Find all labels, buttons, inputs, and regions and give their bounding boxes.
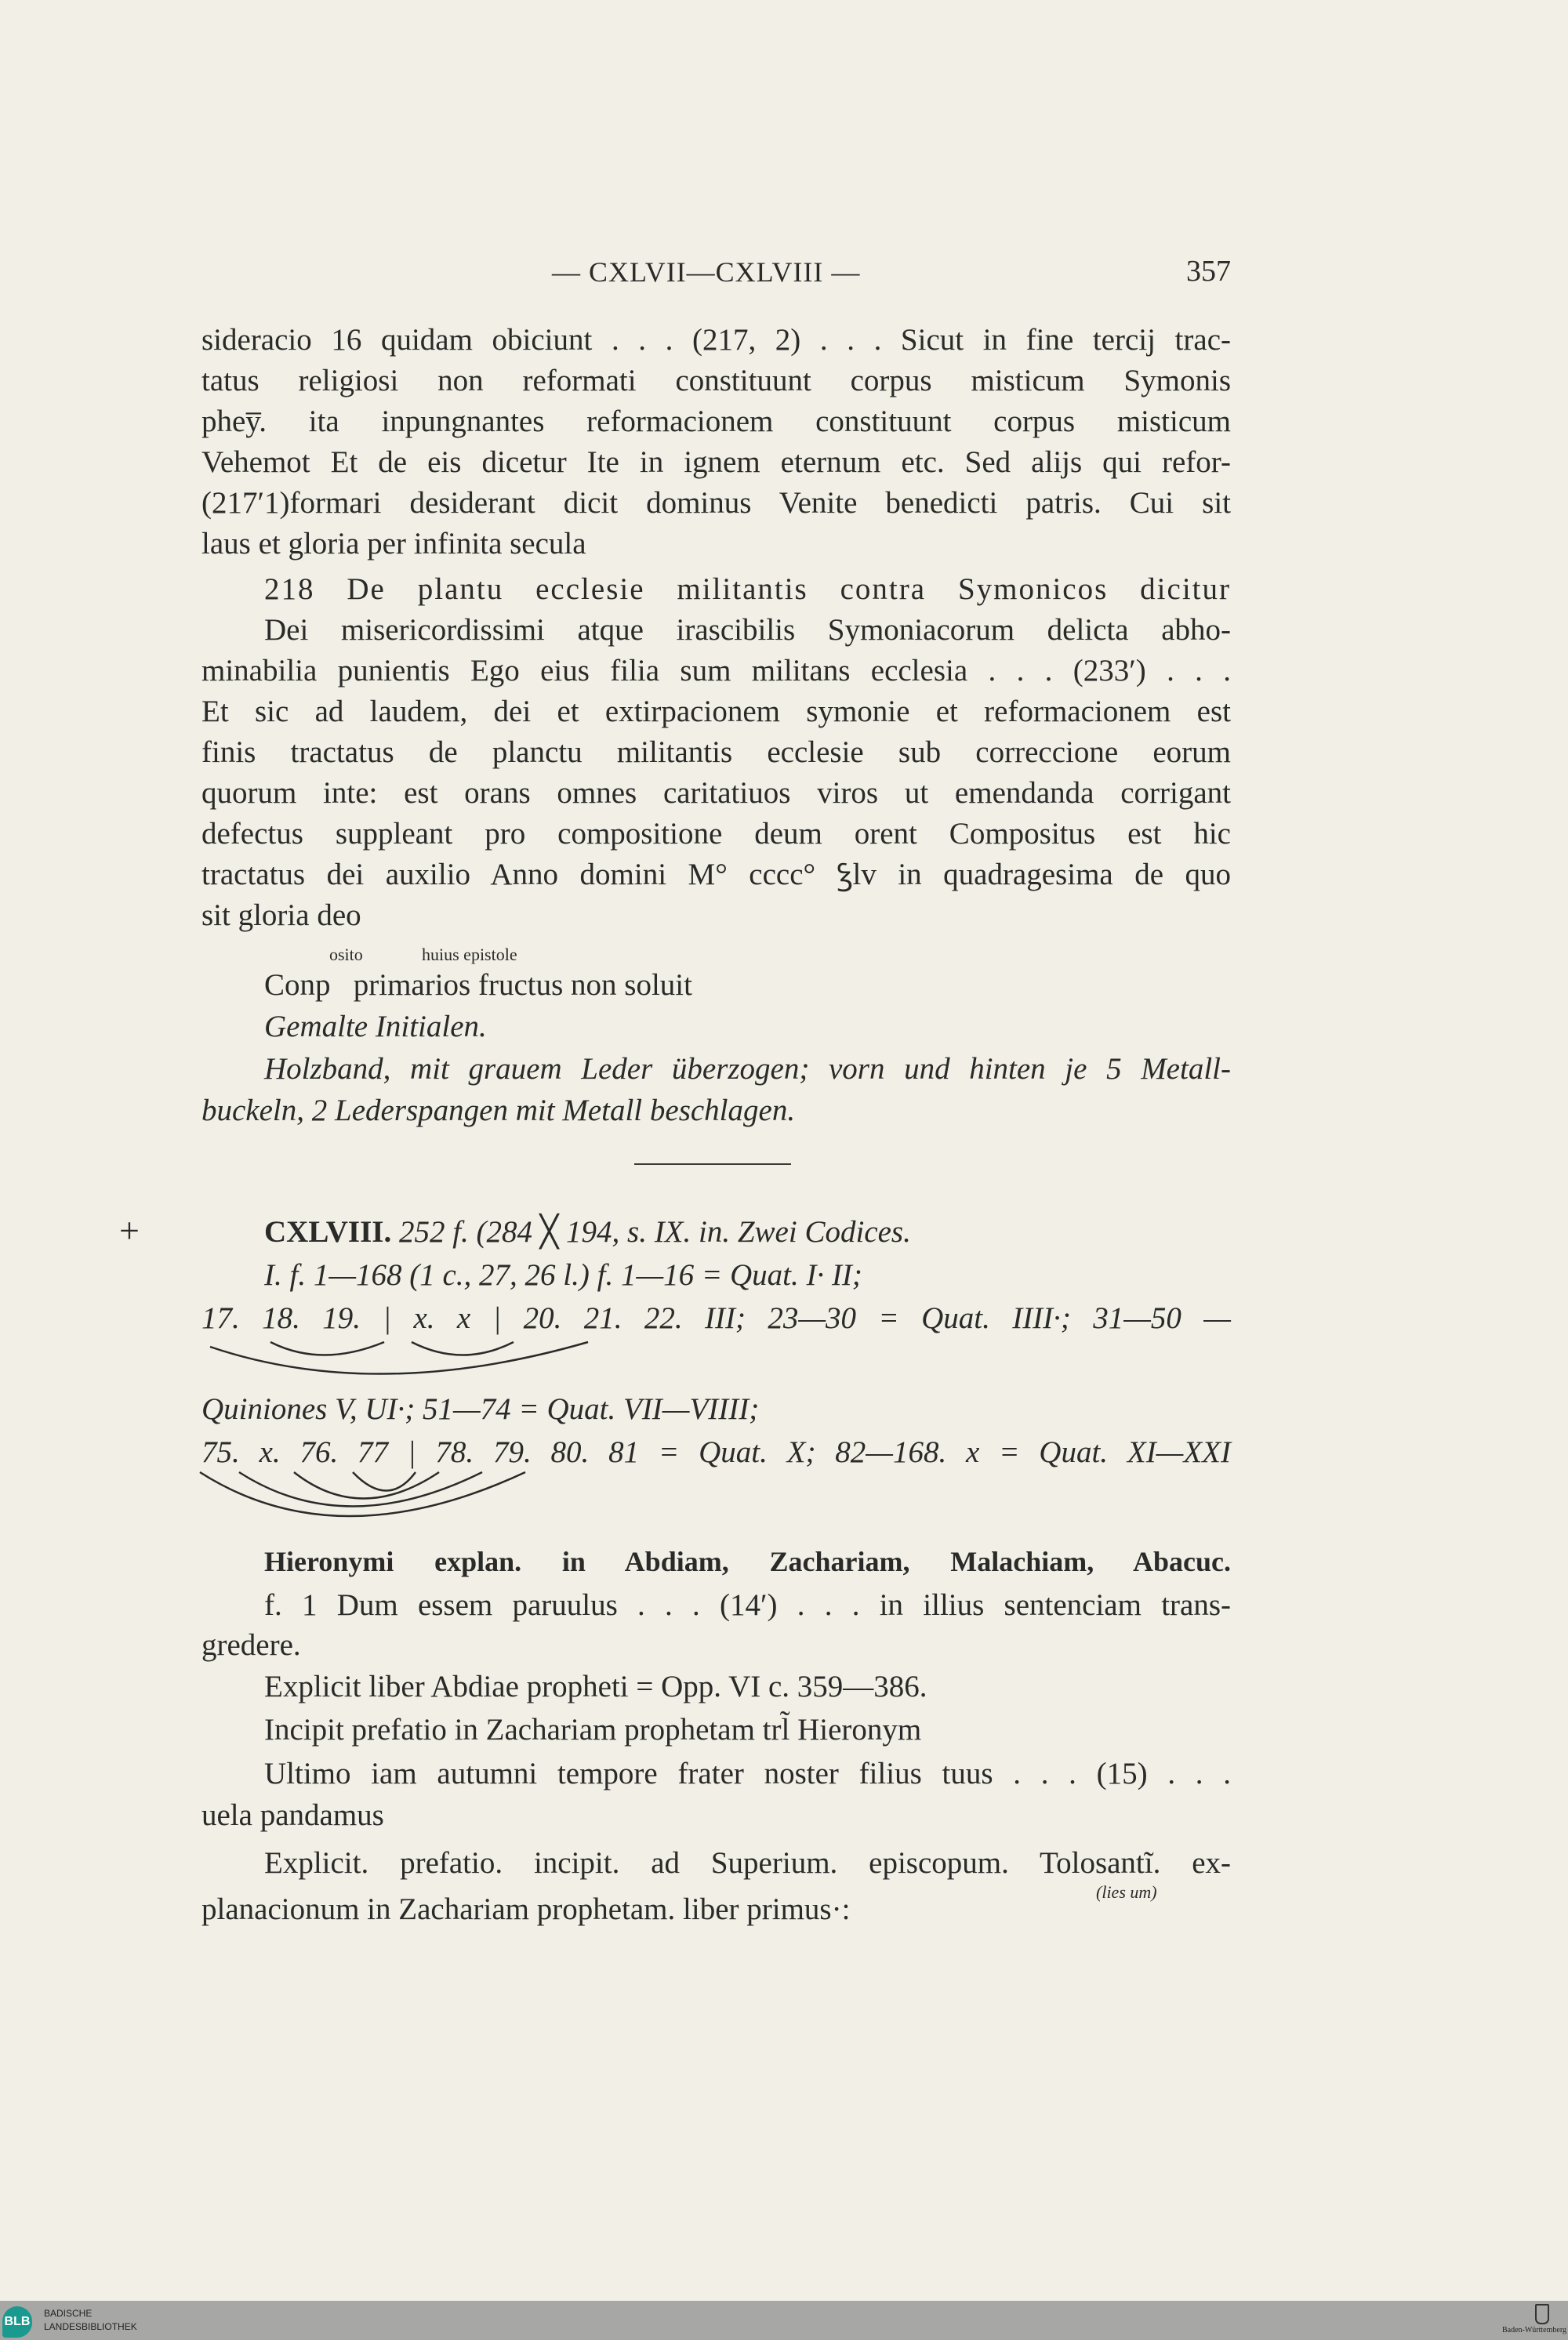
text-line: f. 1 Dum essem paruulus . . . (14′) . . . in illius sentenciam trans-: [264, 1588, 1231, 1622]
binding-note: buckeln, 2 Lederspangen mit Metall beschlagen.: [201, 1094, 796, 1127]
arc-inner-right: [412, 1342, 514, 1355]
footer-bar: [0, 2301, 1568, 2340]
section-218-title: 218 De plantu ecclesie militantis contra Symonicos dicitur: [264, 572, 1231, 606]
collation-line: 17. 18. 19. | x. x | 20. 21. 22. III; 23—30 = Quat. IIII·; 31—50 —: [201, 1301, 1231, 1335]
text-line: Ultimo iam autumni tempore frater noster filius tuus . . . (15) . . .: [264, 1757, 1231, 1790]
arc-1: [353, 1472, 416, 1491]
superscript-note: huius epistole: [422, 945, 517, 964]
text-line: uela pandamus: [201, 1798, 384, 1832]
blb-logo[interactable]: BLB: [2, 2306, 32, 2338]
text-line: Dei misericordissimi atque irascibilis Symoniacorum delicta abho-: [264, 613, 1231, 647]
editorial-note: (lies um): [1096, 1882, 1157, 1902]
collation-line: I. f. 1—168 (1 c., 27, 26 l.) f. 1—16 = Quat. I· II;: [264, 1258, 862, 1292]
text-line: (217′1)formari desiderant dicit dominus Venite benedicti patris. Cui sit: [201, 486, 1231, 520]
contents-title: Hieronymi explan. in Abdiam, Zachariam, Malachiam, Abacuc.: [264, 1546, 1231, 1577]
text-line: minabilia punientis Ego eius filia sum militans ecclesia . . . (233′) . . .: [201, 654, 1231, 687]
text-line: Vehemot Et de eis dicetur Ite in ignem eternum etc. Sed alijs qui refor-: [201, 445, 1231, 479]
arc-2: [294, 1472, 439, 1499]
library-name-line-2: LANDESBIBLIOTHEK: [44, 2321, 137, 2332]
text-line: finis tractatus de planctu militantis ecclesie sub correccione eorum: [201, 735, 1231, 769]
text-line: Explicit liber Abdiae propheti = Opp. VI c. 359—386.: [264, 1670, 927, 1703]
collation-line: Quiniones V, UI·; 51—74 = Quat. VII—VIIII;: [201, 1392, 760, 1426]
text-line: gredere.: [201, 1628, 301, 1662]
initials-note: Gemalte Initialen.: [264, 1010, 487, 1043]
text-line: phey̅. ita inpungnantes reformacionem constituunt corpus misticum: [201, 405, 1231, 438]
text-line: laus et gloria per infinita secula: [201, 527, 586, 561]
codex-number: CXLVIII.: [264, 1215, 392, 1249]
codex-description: 252 f. (284 ╳ 194, s. IX. in. Zwei Codices.: [398, 1215, 911, 1249]
text-line: planacionum in Zachariam prophetam. liber primus·:: [201, 1892, 851, 1926]
text-line: Explicit. prefatio. incipit. ad Superium. episcopum. Tolosantĩ. ex-: [264, 1846, 1231, 1880]
text-line: Et sic ad laudem, dei et extirpacionem symonie et reformacionem est: [201, 695, 1231, 728]
library-name-line-1: BADISCHE: [44, 2308, 93, 2319]
margin-plus-mark: +: [119, 1210, 140, 1250]
text-line: Incipit prefatio in Zachariam prophetam trl̃ Hieronym: [264, 1713, 922, 1747]
collation-line: 75. x. 76. 77 | 78. 79. 80. 81 = Quat. X; 82—168. x = Quat. XI—XXI: [201, 1435, 1231, 1469]
text-line: defectus suppleant pro compositione deum orent Compositus est hic: [201, 817, 1231, 851]
state-name: Baden-Württemberg: [1501, 2326, 1566, 2335]
text-line: tractatus dei auxilio Anno domini M° cccc° ꝣlv in quadragesima de quo: [201, 858, 1231, 891]
library-name: [44, 2307, 137, 2334]
superscript-note: osito: [329, 945, 363, 964]
page-number: 357: [1186, 255, 1231, 288]
arc-inner-left: [270, 1342, 384, 1355]
running-title: — CXLVII—CXLVIII —: [552, 256, 861, 288]
text-line: Conp primarios fructus non soluit: [264, 968, 692, 1002]
text-line: tatus religiosi non reformati constituunt corpus misticum Symonis: [201, 364, 1231, 397]
binding-note: Holzband, mit grauem Leder überzogen; vorn und hinten je 5 Metall-: [264, 1052, 1231, 1086]
coat-of-arms-icon: [1535, 2304, 1549, 2324]
text-line: sit gloria deo: [201, 898, 361, 932]
text-line: sideracio 16 quidam obiciunt . . . (217, 2) . . . Sicut in fine tercij trac-: [201, 323, 1231, 357]
arc-outer: [210, 1342, 588, 1374]
text-line: quorum inte: est orans omnes caritatiuos viros ut emendanda corrigant: [201, 776, 1231, 810]
